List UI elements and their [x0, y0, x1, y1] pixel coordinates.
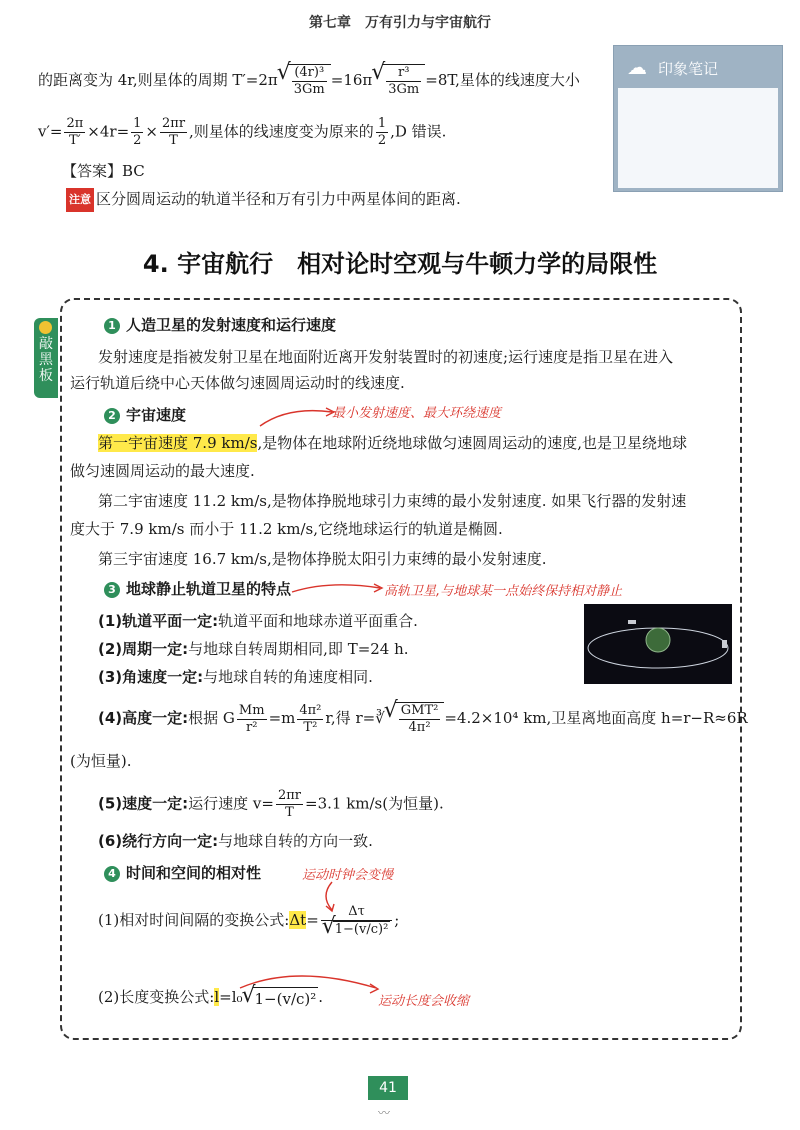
s1-paragraph-2: 运行轨道后绕中心天体做匀速圆周运动时的线速度. — [70, 374, 405, 392]
satellite-orbit-image — [584, 604, 732, 684]
s4-handnote-2: 运动长度会收缩 — [378, 994, 470, 1009]
s2-paragraph-4: 度大于 7.9 km/s 而小于 11.2 km/s,它绕地球运行的轨道是椭圆. — [70, 520, 503, 538]
footer-ornament-icon: 〰 — [378, 1106, 391, 1120]
s4-number-badge: 4 — [104, 866, 120, 882]
attention-line: 注意 区分圆周运动的轨道半径和万有引力中两星体间的距离. — [66, 188, 461, 212]
s3-annotation-arrow — [290, 578, 386, 600]
s2-number-badge: 2 — [104, 408, 120, 424]
s2-title: 2 宇宙速度 — [104, 404, 186, 426]
s4-annotation-arrow-2 — [236, 968, 386, 998]
length-highlight: l — [214, 988, 220, 1006]
elephant-icon: ☁ — [627, 55, 647, 79]
s1-number-badge: 1 — [104, 318, 120, 334]
attention-badge: 注意 — [66, 188, 94, 212]
section-title: 4. 宇宙航行 相对论时空观与牛顿力学的局限性 — [142, 250, 658, 278]
solution-line-2: v′= $\frac{2\pi}{T'}$ ×4r= $\frac{1}{2}$ × $\frac{2\pi r}{T}$ ,则星体的线速度变为原来的 $\frac{1}{2}$ ,D 错误. — [38, 116, 447, 148]
s2-paragraph-1: 第一宇宙速度 7.9 km/s,是物体在地球附近绕地球做匀速圆周运动的速度,也是卫星绕地球 — [98, 434, 688, 452]
note-body[interactable] — [618, 88, 778, 188]
delta-t-highlight: Δt — [289, 911, 307, 929]
s3-number-badge: 3 — [104, 582, 120, 598]
s2-paragraph-2: 做匀速圆周运动的最大速度. — [70, 462, 255, 480]
s3-item-4: (4)高度一定:根据 G $\frac{Mm}{\text{r²}}$ =m $\frac{\text{4π²}}{\text{T²}}$ r,得 r=∛ √ $\frac{\text{GMT²}}{\text{4π²}}$ =4.2×10⁴ km,卫星离地面高度 h=r−R≈6R — [98, 702, 748, 736]
side-tab: 敲黑板 — [34, 318, 58, 398]
s4-handnote-1: 运动时钟会变慢 — [302, 868, 394, 883]
s2-handnote: 最小发射速度、最大环绕速度 — [332, 406, 502, 421]
s1-paragraph-1: 发射速度是指被发射卫星在地面附近离开发射装置时的初速度;运行速度是指卫星在进入 — [98, 348, 674, 366]
acorn-icon — [39, 321, 52, 334]
answer-line: 【答案】BC — [62, 162, 145, 180]
s3-item-6: (6)绕行方向一定:与地球自转的方向一致. — [98, 832, 373, 850]
s2-annotation-arrow — [258, 400, 338, 430]
s4-line-2: (2)长度变换公式:l=l₀√ 1−(v/c)² . — [98, 986, 323, 1010]
evernote-note-card[interactable] — [613, 45, 783, 192]
s3-item-4-cont: (为恒量). — [70, 752, 132, 770]
s1-title: 1 人造卫星的发射速度和运行速度 — [104, 314, 336, 336]
chapter-header: 第七章 万有引力与宇宙航行 — [309, 15, 491, 31]
page-number: 41 — [368, 1076, 408, 1100]
orbit-illustration — [584, 604, 732, 684]
s3-item-1: (1)轨道平面一定:轨道平面和地球赤道平面重合. — [98, 612, 418, 630]
solution-line-1: 的距离变为 4r,则星体的周期 T′=2π √ $\frac{\text{(4r)³}}{3Gm}$ =16π √ $\frac{\text{r³}}{3Gm}$ =8T,星体的线速度大小 — [38, 64, 580, 98]
s4-line-1: (1)相对时间间隔的变换公式:Δt= Δτ √ 1−(v/c)² ; — [98, 904, 399, 938]
s3-item-5: (5)速度一定:运行速度 v= $\frac{2\pi r}{T}$ =3.1 km/s(为恒量). — [98, 788, 444, 820]
s2-paragraph-3: 第二宇宙速度 11.2 km/s,是物体挣脱地球引力束缚的最小发射速度. 如果飞行器的发射速 — [98, 492, 687, 510]
s3-item-2: (2)周期一定:与地球自转周期相同,即 T=24 h. — [98, 640, 409, 658]
evernote-label: 印象笔记 — [658, 60, 719, 78]
s3-title: 3 地球静止轨道卫星的特点 — [104, 578, 291, 600]
s4-title: 4 时间和空间的相对性 — [104, 862, 261, 884]
s2-paragraph-5: 第三宇宙速度 16.7 km/s,是物体挣脱太阳引力束缚的最小发射速度. — [98, 550, 547, 568]
first-cosmic-velocity-highlight: 第一宇宙速度 7.9 km/s — [98, 434, 258, 452]
s3-item-3: (3)角速度一定:与地球自转的角速度相同. — [98, 668, 373, 686]
s3-handnote: 高轨卫星,与地球某一点始终保持相对静止 — [384, 584, 623, 599]
